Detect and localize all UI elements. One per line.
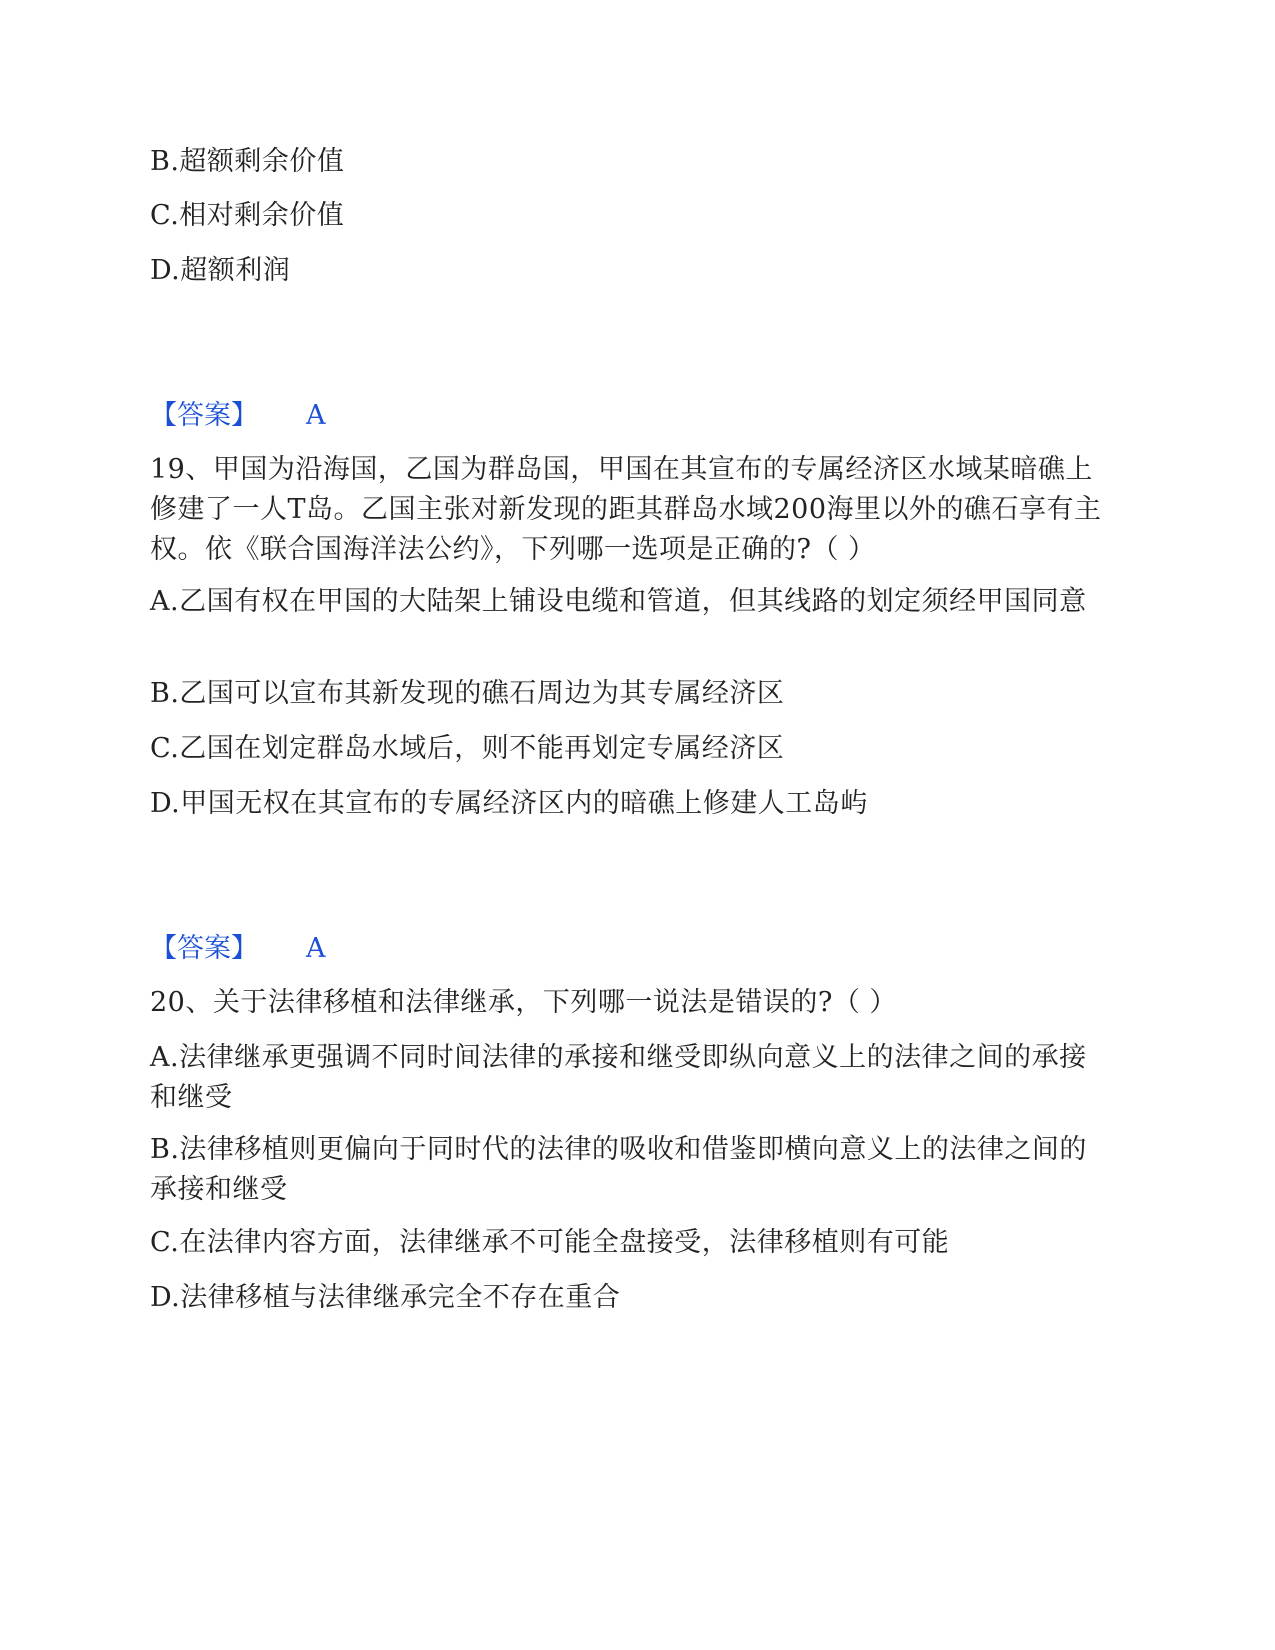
answer-value: A: [306, 933, 326, 964]
answer-value: A: [306, 400, 326, 431]
q18-answer: [150, 396, 326, 436]
q20-option-b: B.法律移植则更偏向于同时代的法律的吸收和借鉴即横向意义上的法律之间的承接和继受: [150, 1134, 1087, 1205]
q19-option-d: D.甲国无权在其宣布的专属经济区内的暗礁上修建人工岛屿: [150, 788, 868, 819]
q18-option-c: C.相对剩余价值: [150, 200, 345, 231]
q18-option-d: D.超额利润: [150, 255, 291, 286]
answer-label: 【答案】: [150, 933, 258, 964]
q20-option-d: D.法律移植与法律继承完全不存在重合: [150, 1282, 621, 1313]
q20-stem: 20、关于法律移植和法律继承，下列哪一说法是错误的?（ ）: [150, 987, 897, 1018]
answer-label: 【答案】: [150, 400, 258, 431]
q19-option-c: C.乙国在划定群岛水域后，则不能再划定专属经济区: [150, 733, 785, 764]
q19-option-a: A.乙国有权在甲国的大陆架上铺设电缆和管道，但其线路的划定须经甲国同意: [150, 586, 1087, 617]
q18-option-b: B.超额剩余价值: [150, 146, 345, 177]
q19-stem: 19、甲国为沿海国，乙国为群岛国，甲国在其宣布的专属经济区水域某暗礁上修建了一人T岛。乙国主张对新发现的距其群岛水域200海里以外的礁石享有主权。依《联合国海洋法公约》，下列哪一选项是正确的?（ ）: [150, 454, 1102, 565]
q20-option-a: A.法律继承更强调不同时间法律的承接和继受即纵向意义上的法律之间的承接和继受: [150, 1042, 1087, 1113]
q20-option-c: C.在法律内容方面，法律继承不可能全盘接受，法律移植则有可能: [150, 1227, 950, 1258]
q19-answer: [150, 929, 326, 969]
q19-option-b: B.乙国可以宣布其新发现的礁石周边为其专属经济区: [150, 678, 785, 709]
